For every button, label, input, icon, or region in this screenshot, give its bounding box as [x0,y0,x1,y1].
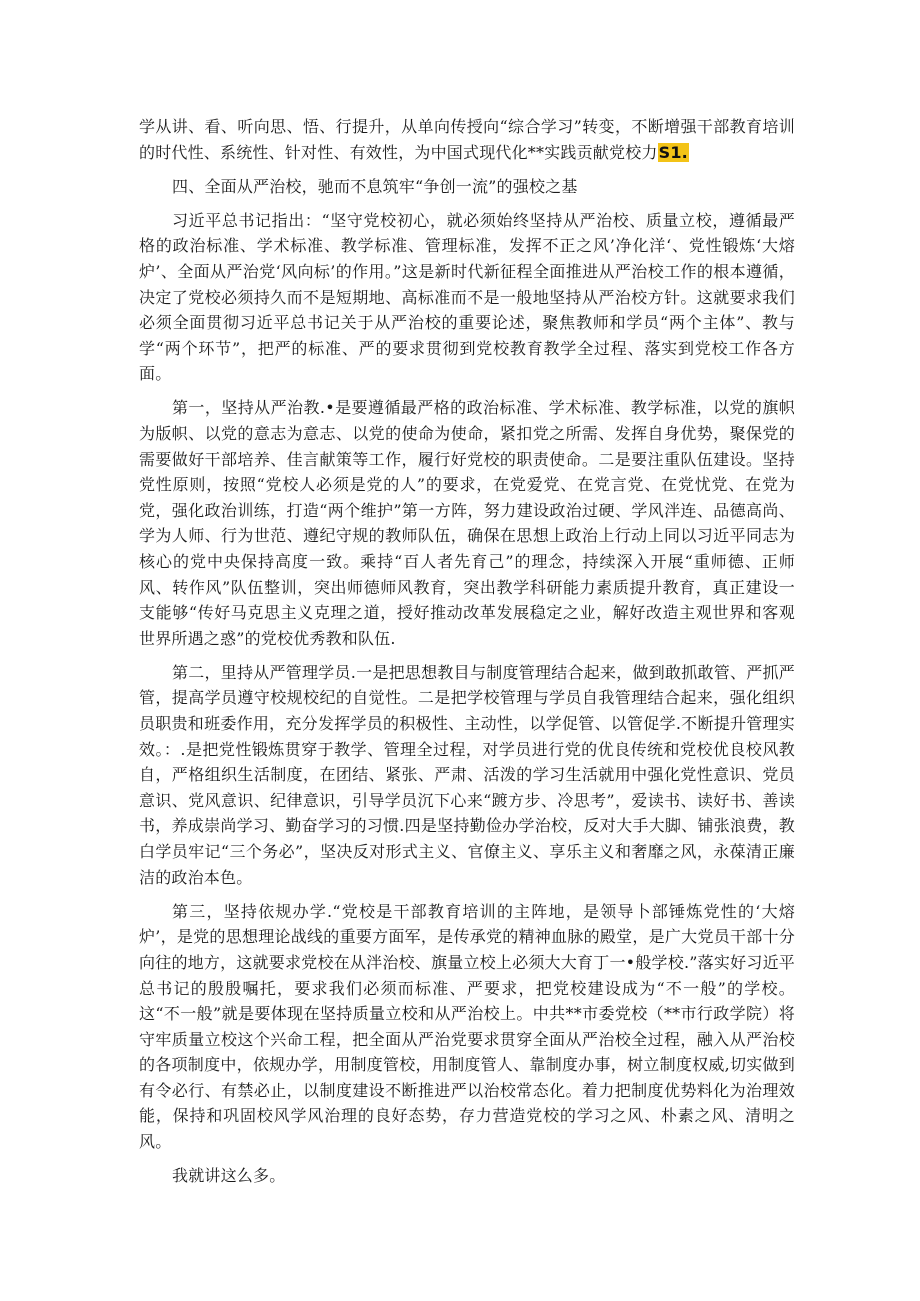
document-body [139,114,795,1197]
intro-paragraph [139,114,795,165]
section-heading: 四、全面从严治校，驰而不息筑牢“争创一流”的强校之基 [172,176,578,196]
paragraph-third-point: 第三，坚持依规办学.“党校是干部教育培训的主阵地，是领导卜部锤炼党性的‘大熔炉’，是党的思想理论战线的重要方面军，是传承党的精神血脉的殿堂，是广大党员干部十分向往的地方，这就要求党校在从泮治校、旗量立校上必须大大育丁一•般学校.”落实好习近平总书记的殷殷嘱托，要求我们必须而标准、严要求，把党校建设成为“不一般”的学校。这“不一般”就是要体现在坚持质量立校和从严治校上。中共**市委党校（**市行政学院）将守牢质量立校这个兴命工程，把全面从严治党要求贯穿全面从严治校全过程，融入从严治校的各项制度中，依规办学，用制度管校，用制度管人、靠制度办事，树立制度权威,切实做到有令必行、有禁必止，以制度建设不断推进严以治校常态化。着力把制度优势料化为治理效能，保持和巩固校风学风治理的良好态势，存力营造党校的学习之风、朴素之风、清明之风。 [139,901,795,1152]
paragraph-first-point: 第一，坚持从严治教.•是要遵循最严格的政治标准、学术标准、教学标准，以党的旗帜为版帜、以党的意志为意志、以党的使命为使命，紧扣党之所需、发挥自身优势，聚保党的需要做好干部培养、佳言献策等工作，履行好党校的职责使命。二是要注重队伍建设。坚持党性原则，按照“党校人必须是党的人”的要求，在党爱党、在党言党、在党忧党、在党为党，强化政治训练，打造“两个维护”第一方阵，努力建设政治过硬、学风泮连、品德高尚、学为人师、行为世范、遵纪守规的教师队伍，确保在思想上政治上行动上同以习近平同志为核心的党中央保持高度一致。乘持“百人者先育己”的理念，持续深入开展“重师德、正师风、转作风”队伍整训，突出师德师风教育，突出教学科研能力素质提升教育，真正建设一支能够“传好马克思主义克理之道，授好推动改革发展稳定之业，解好改造主观世界和客观世界所遇之惑”的党校优秀教和队伍. [139,398,795,648]
highlighted-marker: S1. [658,142,688,162]
closing-remark: 我就讲这么多。 [172,1166,286,1186]
paragraph-second-point: 第二，里持从严管理学员.一是把思想教目与制度管理结合起来，做到敢抓敢管、严抓严管，提高学员遵守校规校纪的自觉性。二是把学校管理与学员自我管理结合起来，强化组织员职贵和班委作用，充分发挥学员的积极性、主动性，以学促管、以管促学.不断提升管理实效。：.是把党性锻炼贯穿于教学、管理全过程，对学员进行党的优良传统和党校优良校风教自，严格组织生活制度，在团结、紧张、严肃、活泼的学习生活就用中强化党性意识、党员意识、党风意识、纪律意识，引导学员沉下心来“踱方步、冷思考”，爱读书、读好书、善读书，养成崇尚学习、勤奋学习的习惯.四是坚持勤俭办学治校，反对大手大脚、铺张浪费，教白学员牢记“三个务必”，坚决反对形式主义、官僚主义、享乐主义和奢靡之风，永葆清正廉洁的政治本色。 [139,662,795,887]
intro-paragraph-text: 学从讲、看、听向思、悟、行提升，从单向传授向“综合学习”转变，不断增强干部教育培训的时代性、系统性、针对性、有效性，为中国式现代化**实践贡献党校力 [139,117,795,162]
paragraph-quote: 习近平总书记指出：“坚守党校初心，就必须始终坚持从严治校、质量立校，遵循最严格的政治标准、学术标准、教学标准、管理标准，发挥不正之风’净化洋‘、党性锻炼‘大熔炉’、全面从严治党‘风向标’的作用。”这是新时代新征程全面推进从严治校工作的根本遵循，决定了党校必须持久而不是短期地、高标准而不是一般地坚持从严治校方针。这就要求我们必须全面贯彻习近平总书记关于从严治校的重要论述，聚焦教师和学员“两个主体”、教与学“两个环节”，把严的标准、严的要求贯彻到党校教育教学全过程、落实到党校工作各方面。 [139,210,795,384]
